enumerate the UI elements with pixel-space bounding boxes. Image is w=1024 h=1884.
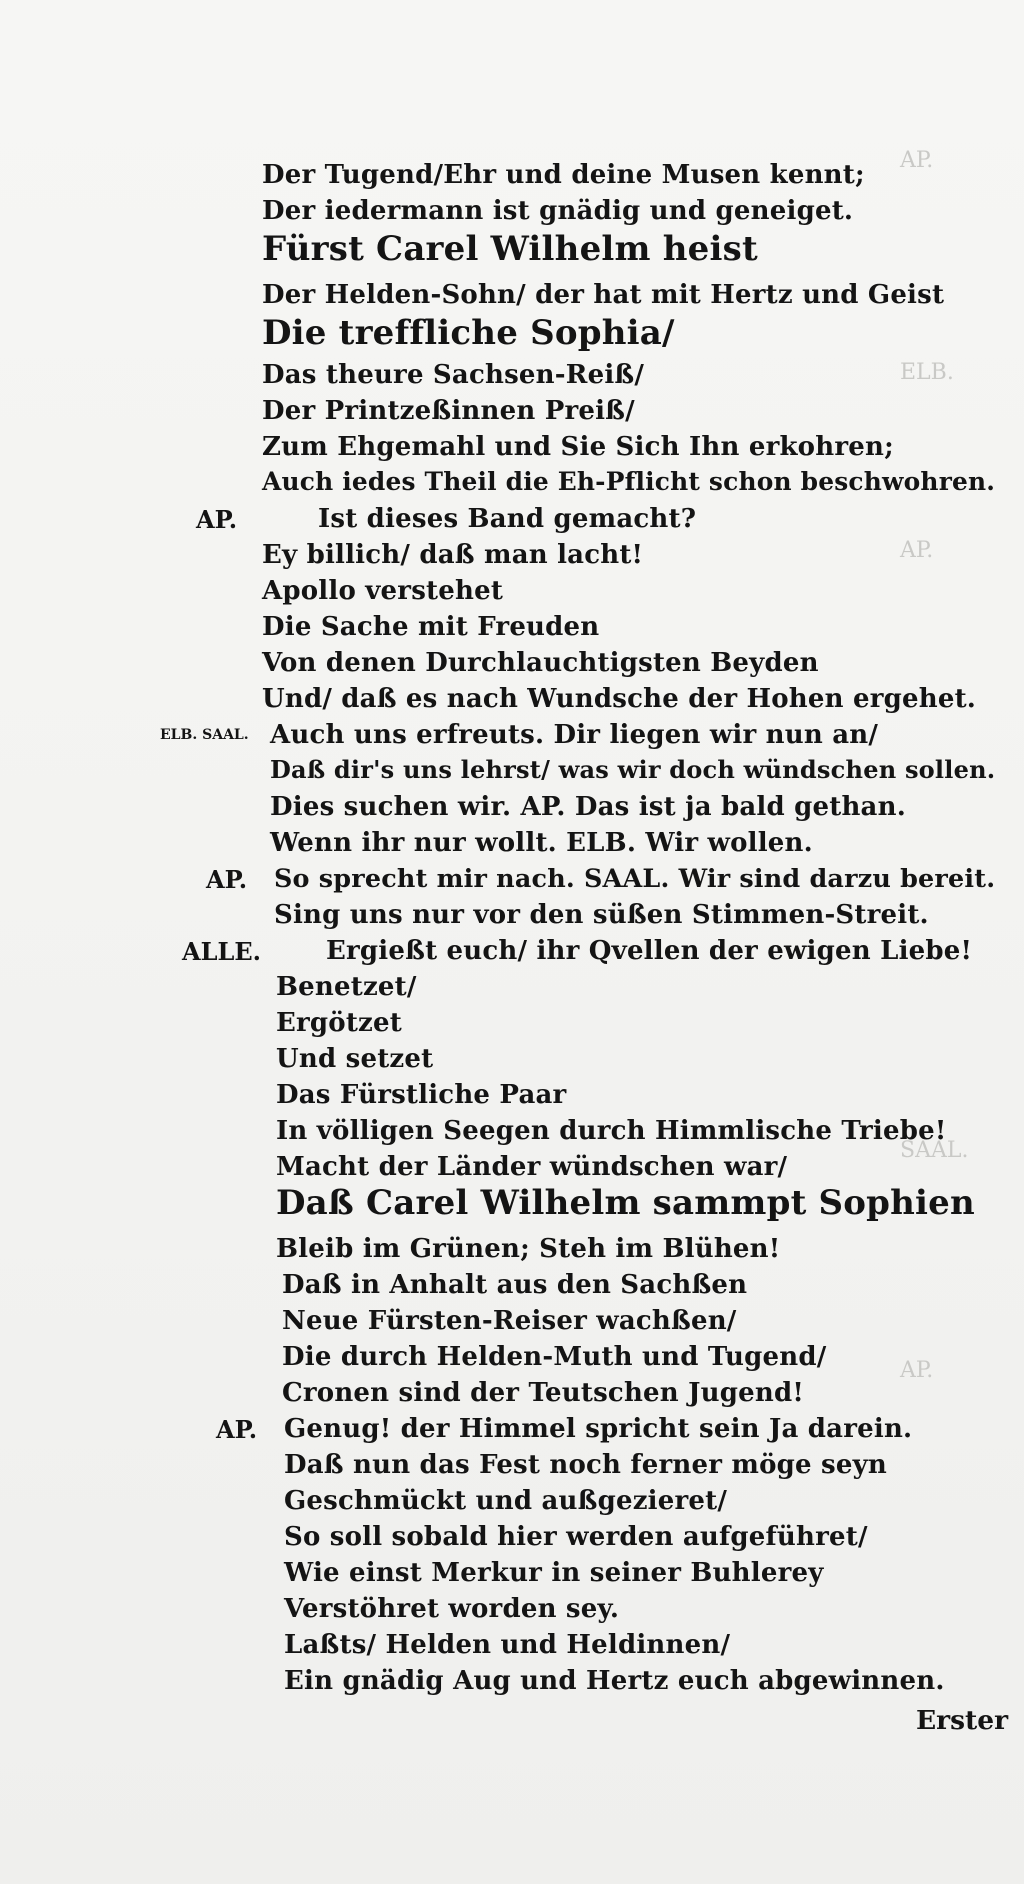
- verse-line: Ist dieses Band gemacht?: [318, 504, 697, 534]
- verse-line: Ey billich/ daß man lacht!: [262, 540, 644, 570]
- verse-line: Neue Fürsten-Reiser wachßen/: [282, 1306, 737, 1336]
- verse-line: Der Helden-Sohn/ der hat mit Hertz und Geist: [262, 280, 945, 310]
- verse-line: Der Printzeßinnen Preiß/: [262, 396, 635, 426]
- verse-line: Auch iedes Theil die Eh-Pflicht schon beschwohren.: [262, 467, 996, 496]
- verse-line: So sprecht mir nach. SAAL. Wir sind darzu bereit.: [274, 863, 996, 893]
- show-through-mark: AP.: [900, 538, 934, 563]
- speaker-label: AP.: [206, 865, 248, 894]
- verse-line: Genug! der Himmel spricht sein Ja darein.: [284, 1414, 913, 1444]
- speaker-label: AP.: [196, 505, 238, 534]
- verse-line: Verstöhret worden sey.: [284, 1594, 620, 1624]
- verse-line: Zum Ehgemahl und Sie Sich Ihn erkohren;: [262, 432, 894, 462]
- verse-line: Ergießt euch/ ihr Qvellen der ewigen Liebe!: [326, 936, 973, 966]
- verse-line: Apollo verstehet: [262, 576, 504, 606]
- verse-line: Das theure Sachsen-Reiß/: [262, 360, 645, 390]
- verse-line: Daß Carel Wilhelm sammpt Sophien: [276, 1183, 975, 1223]
- verse-line: Von denen Durchlauchtigsten Beyden: [262, 648, 819, 678]
- verse-line: Benetzet/: [276, 972, 417, 1002]
- verse-line: Wenn ihr nur wollt. ELB. Wir wollen.: [270, 828, 813, 858]
- verse-line: Bleib im Grünen; Steh im Blühen!: [276, 1234, 781, 1264]
- verse-line: Laßts/ Helden und Heldinnen/: [284, 1630, 731, 1660]
- verse-line: Macht der Länder wündschen war/: [276, 1152, 788, 1182]
- verse-line: Die durch Helden-Muth und Tugend/: [282, 1342, 827, 1372]
- verse-line: Und/ daß es nach Wundsche der Hohen ergehet.: [262, 684, 977, 714]
- speaker-label: AP.: [216, 1415, 258, 1444]
- show-through-mark: AP.: [900, 148, 934, 173]
- verse-line: So soll sobald hier werden aufgeführet/: [284, 1522, 868, 1552]
- verse-line: Geschmückt und außgezieret/: [284, 1486, 728, 1516]
- verse-line: Die Sache mit Freuden: [262, 612, 600, 642]
- speaker-label: ALLE.: [182, 937, 262, 966]
- verse-line: Cronen sind der Teutschen Jugend!: [282, 1378, 804, 1408]
- verse-line: Daß nun das Fest noch ferner möge seyn: [284, 1450, 888, 1480]
- show-through-mark: SAAL.: [900, 1138, 969, 1163]
- verse-line: In völligen Seegen durch Himmlische Triebe!: [276, 1116, 947, 1146]
- verse-line: Der iedermann ist gnädig und geneiget.: [262, 196, 854, 226]
- verse-line: Auch uns erfreuts. Dir liegen wir nun an/: [270, 720, 879, 750]
- verse-line: Das Fürstliche Paar: [276, 1080, 567, 1110]
- speaker-label: ELB. SAAL.: [160, 727, 249, 743]
- show-through-mark: AP.: [900, 1358, 934, 1383]
- verse-line: Daß dir's uns lehrst/ was wir doch wündschen sollen.: [270, 755, 996, 784]
- verse-line: Sing uns nur vor den süßen Stimmen-Streit.: [274, 900, 929, 930]
- verse-line: Daß in Anhalt aus den Sachßen: [282, 1270, 748, 1300]
- verse-line: Und setzet: [276, 1044, 434, 1074]
- verse-line: Fürst Carel Wilhelm heist: [262, 229, 758, 269]
- show-through-mark: ELB.: [900, 360, 954, 385]
- verse-line: Ergötzet: [276, 1008, 402, 1038]
- verse-line: Ein gnädig Aug und Hertz euch abgewinnen.: [284, 1666, 945, 1696]
- verse-line: Dies suchen wir. AP. Das ist ja bald gethan.: [270, 792, 906, 822]
- verse-line: Die treffliche Sophia/: [262, 313, 675, 353]
- catchword: Erster: [916, 1705, 1009, 1736]
- verse-line: Der Tugend/Ehr und deine Musen kennt;: [262, 160, 865, 190]
- verse-line: Wie einst Merkur in seiner Buhlerey: [284, 1558, 824, 1588]
